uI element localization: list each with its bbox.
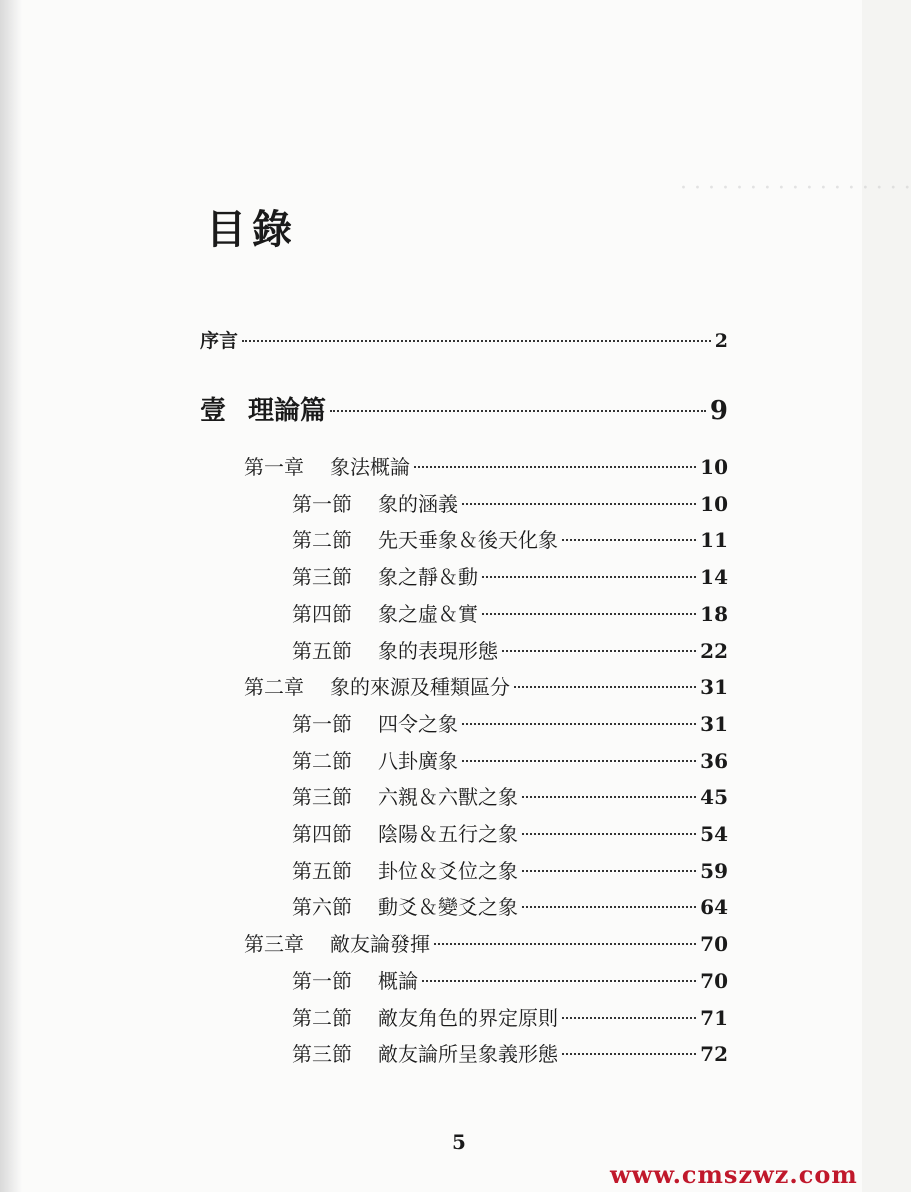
toc-entry-section[interactable] <box>292 966 728 996</box>
toc-entry-text: 卦位＆爻位之象 <box>378 858 518 883</box>
dot-leader <box>330 409 706 412</box>
toc-entry-label <box>292 746 458 776</box>
toc-entry-label <box>200 326 238 356</box>
toc-entry-number: 第六節 <box>292 895 352 920</box>
toc-entry-chapter[interactable] <box>244 929 728 959</box>
toc-entry-text: 理論篇 <box>248 396 327 426</box>
toc-page-number: 22 <box>700 638 728 663</box>
dot-leader <box>422 979 696 982</box>
toc-entry-text: 八卦廣象 <box>378 748 458 773</box>
toc-entry-number: 第一節 <box>292 491 352 516</box>
dot-leader <box>522 905 696 908</box>
toc-entry-number: 第三章 <box>244 932 304 957</box>
dot-leader <box>502 649 696 652</box>
toc-entry-number: 第四節 <box>292 822 352 846</box>
toc-entry-number: 第二章 <box>244 675 304 700</box>
page-title: 目錄 <box>206 206 298 253</box>
toc-page-number: 10 <box>700 455 728 479</box>
toc-entry-section[interactable] <box>292 709 728 739</box>
toc-entry-section[interactable] <box>292 856 728 886</box>
toc-entry-number: 第二節 <box>292 748 352 773</box>
toc-entry-label <box>292 1039 558 1069</box>
dot-leader <box>482 575 696 578</box>
toc-entry-text: 四令之象 <box>378 711 458 736</box>
toc-page-number: 54 <box>700 822 728 846</box>
toc-page-number: 31 <box>700 711 728 736</box>
watermark[interactable]: www.cmszwz.com <box>610 1160 858 1189</box>
toc-entry-section[interactable] <box>292 1039 728 1069</box>
toc-entry-label <box>200 396 326 426</box>
toc-page-number: 72 <box>700 1042 728 1067</box>
toc-entry-label <box>292 782 518 812</box>
toc-entry-label <box>292 489 458 519</box>
toc-entry-label <box>292 892 518 922</box>
toc-entry-section[interactable] <box>292 819 728 849</box>
toc-entry-section[interactable] <box>292 782 728 812</box>
toc-entry-number: 第一節 <box>292 968 352 993</box>
dot-leader <box>462 759 696 762</box>
toc-entry-label <box>292 636 498 666</box>
dot-leader <box>462 502 696 505</box>
toc-page-number: 11 <box>700 528 728 553</box>
toc-entry-section[interactable] <box>292 636 728 666</box>
toc-entry-label <box>292 819 518 849</box>
toc-entry-number: 第三節 <box>292 1042 352 1067</box>
toc-page-number: 71 <box>700 1005 728 1030</box>
toc-entry-chapter[interactable] <box>244 672 728 702</box>
toc-entry-text: 動爻＆變爻之象 <box>378 895 518 920</box>
dot-leader <box>414 465 696 468</box>
toc-entry-part[interactable] <box>200 396 728 426</box>
toc-entry-chapter[interactable] <box>244 452 728 482</box>
toc-entry-number: 第三節 <box>292 785 352 810</box>
toc-entry-section[interactable] <box>292 1003 728 1033</box>
toc-entry-text: 敵友論所呈象義形態 <box>378 1042 558 1067</box>
toc-page-number: 45 <box>700 785 728 810</box>
toc-page-number: 18 <box>700 601 728 626</box>
toc-entry-text: 敵友角色的界定原則 <box>378 1005 558 1030</box>
toc-page-number: 14 <box>700 565 728 590</box>
dot-leader <box>562 1016 696 1019</box>
toc-entry-label <box>292 562 478 592</box>
dot-leader <box>522 832 696 835</box>
toc-page-number: 10 <box>700 491 728 516</box>
dot-leader <box>522 869 696 872</box>
dot-leader <box>482 612 696 615</box>
toc-entry-label <box>292 525 558 555</box>
dot-leader <box>462 722 696 725</box>
toc-page-number: 31 <box>700 675 728 700</box>
toc-entry-text: 序言 <box>200 330 239 352</box>
toc-entry-text: 六親＆六獸之象 <box>378 785 518 810</box>
toc-entry-number: 第五節 <box>292 638 352 663</box>
toc-entry-text: 概論 <box>378 968 418 993</box>
toc-entry-text: 象之靜＆動 <box>378 565 478 590</box>
toc-entry-label <box>292 709 458 739</box>
toc-entry-number: 壹 <box>200 396 227 426</box>
toc-entry-text: 象的來源及種類區分 <box>330 675 510 700</box>
toc-entry-text: 象法概論 <box>330 455 410 479</box>
toc-page-number: 64 <box>700 895 728 920</box>
toc-page-number: 70 <box>700 968 728 993</box>
toc-entry-section[interactable] <box>292 892 728 922</box>
toc-entry-section[interactable] <box>292 489 728 519</box>
bleed-through: · · · · · · · · · · · · · · · · · <box>680 176 911 201</box>
toc-entry-text: 象的涵義 <box>378 491 458 516</box>
toc-page-number: 70 <box>700 932 728 957</box>
toc-entry-text: 先天垂象＆後天化象 <box>378 528 558 553</box>
toc-entry-text: 敵友論發揮 <box>330 932 430 957</box>
toc-entry-label <box>292 856 518 886</box>
toc-entry-text: 象的表現形態 <box>378 638 498 663</box>
toc-entry-number: 第二節 <box>292 528 352 553</box>
toc-page-number: 59 <box>700 858 728 883</box>
dot-leader <box>514 685 696 688</box>
dot-leader <box>242 339 711 342</box>
toc-entry-label <box>292 966 418 996</box>
toc-page-number: 2 <box>714 330 728 352</box>
toc-entry-section[interactable] <box>292 525 728 555</box>
dot-leader <box>562 538 696 541</box>
toc-entry-section[interactable] <box>292 746 728 776</box>
toc-entry-text: 象之虛＆實 <box>378 601 478 626</box>
page-number: 5 <box>452 1130 466 1154</box>
toc-page-number: 36 <box>700 748 728 773</box>
toc-entry-number: 第五節 <box>292 858 352 883</box>
toc-entry-label <box>244 929 430 959</box>
toc-entry-label <box>292 599 478 629</box>
toc-entry-number: 第一節 <box>292 711 352 736</box>
toc-entry-text: 陰陽＆五行之象 <box>378 822 518 846</box>
toc-entry-number: 第二節 <box>292 1005 352 1030</box>
dot-leader <box>522 795 696 798</box>
toc-entry-preface[interactable] <box>200 326 728 356</box>
toc-entry-label <box>292 1003 558 1033</box>
toc-entry-label <box>244 452 410 482</box>
toc-page-number: 9 <box>709 396 728 426</box>
toc-entry-section[interactable] <box>292 599 728 629</box>
toc-entry-section[interactable] <box>292 562 728 592</box>
dot-leader <box>434 942 696 945</box>
toc-entry-number: 第三節 <box>292 565 352 590</box>
toc-entry-number: 第四節 <box>292 601 352 626</box>
toc-entry-number: 第一章 <box>244 455 304 479</box>
toc-entry-label <box>244 672 510 702</box>
dot-leader <box>562 1052 696 1055</box>
